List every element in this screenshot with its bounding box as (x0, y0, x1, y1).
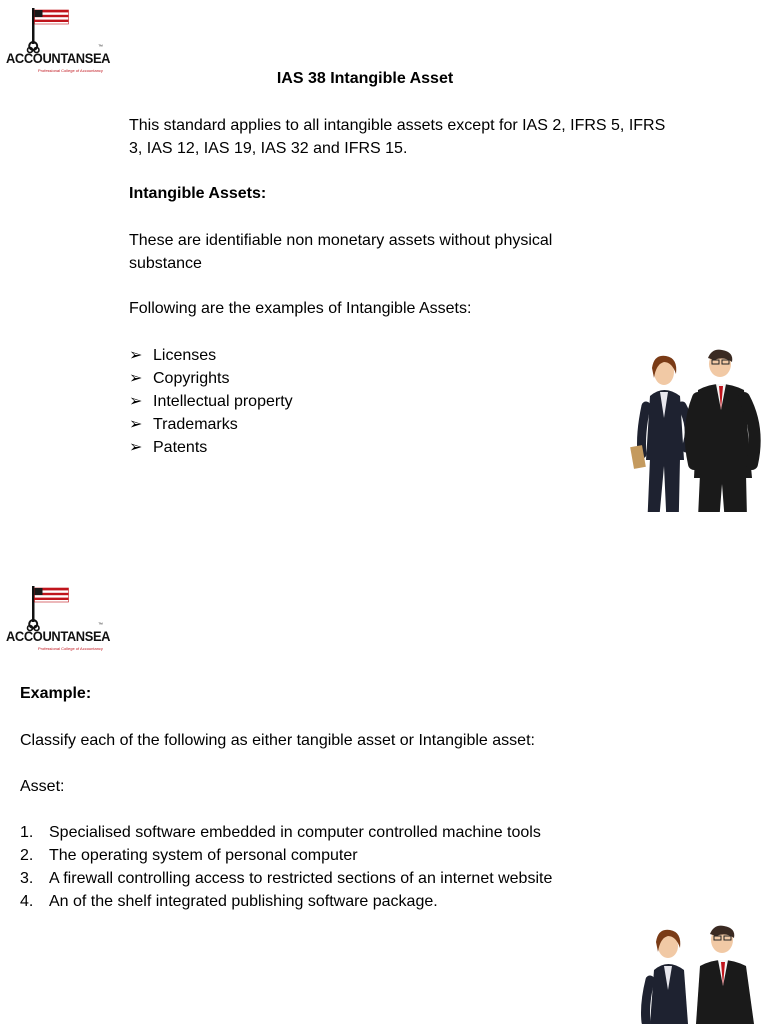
brand-tagline: Professional College of Accountancy (38, 646, 103, 651)
item-number: 2. (20, 847, 34, 864)
asset-label: Asset: (20, 778, 65, 795)
arrow-bullet-icon: ➢ (129, 393, 143, 410)
list-item (129, 413, 293, 436)
list-item (129, 436, 293, 459)
examples-intro: Following are the examples of Intangible Assets: (129, 300, 472, 317)
example-label: Intellectual property (153, 393, 293, 410)
flag-key-icon (26, 586, 76, 632)
item-text: Specialised software embedded in computer controlled machine tools (49, 824, 541, 841)
item-number: 3. (20, 870, 34, 887)
brand-name: ACCOUNTANSEA (6, 628, 111, 644)
business-people-illustration (630, 924, 768, 1024)
business-people-illustration (620, 348, 766, 512)
example-label: Trademarks (153, 416, 238, 433)
example-label: Licenses (153, 347, 217, 364)
scope-paragraph: This standard applies to all intangible assets except for IAS 2, IFRS 5, IFRS 3, IAS 12, IAS 19, IAS 32 and IFRS 15. (129, 117, 666, 157)
intangible-assets-heading: Intangible Assets: (129, 185, 267, 202)
arrow-bullet-icon: ➢ (129, 347, 143, 364)
examples-list (129, 344, 293, 459)
example-label: Patents (153, 439, 208, 456)
item-text: The operating system of personal computer (49, 847, 358, 864)
trademark-mark: ™ (98, 44, 103, 50)
list-item (20, 821, 620, 844)
instruction-paragraph: Classify each of the following as either tangible asset or Intangible asset: (20, 732, 535, 749)
brand-name: ACCOUNTANSEA (6, 50, 111, 66)
item-text: An of the shelf integrated publishing software package. (49, 893, 438, 910)
item-number: 1. (20, 824, 34, 841)
item-text: A firewall controlling access to restricted sections of an internet website (49, 870, 553, 887)
list-item (20, 890, 620, 913)
slide-example-classification (0, 512, 768, 1024)
list-item (20, 844, 620, 867)
asset-items-list (20, 821, 620, 913)
item-number: 4. (20, 893, 34, 910)
example-heading: Example: (20, 685, 92, 702)
example-label: Copyrights (153, 370, 230, 387)
accountansea-logo (6, 586, 111, 658)
list-item (20, 867, 569, 890)
trademark-mark: ™ (98, 622, 103, 628)
page-title: IAS 38 Intangible Asset (276, 70, 454, 87)
list-item (129, 390, 293, 413)
arrow-bullet-icon: ➢ (129, 370, 143, 387)
list-item (129, 344, 293, 367)
definition-paragraph: These are identifiable non monetary assets without physical substance (129, 232, 553, 272)
arrow-bullet-icon: ➢ (129, 439, 143, 456)
flag-key-icon (26, 8, 76, 54)
brand-tagline: Professional College of Accountancy (38, 68, 103, 73)
list-item (129, 367, 293, 390)
arrow-bullet-icon: ➢ (129, 416, 143, 433)
